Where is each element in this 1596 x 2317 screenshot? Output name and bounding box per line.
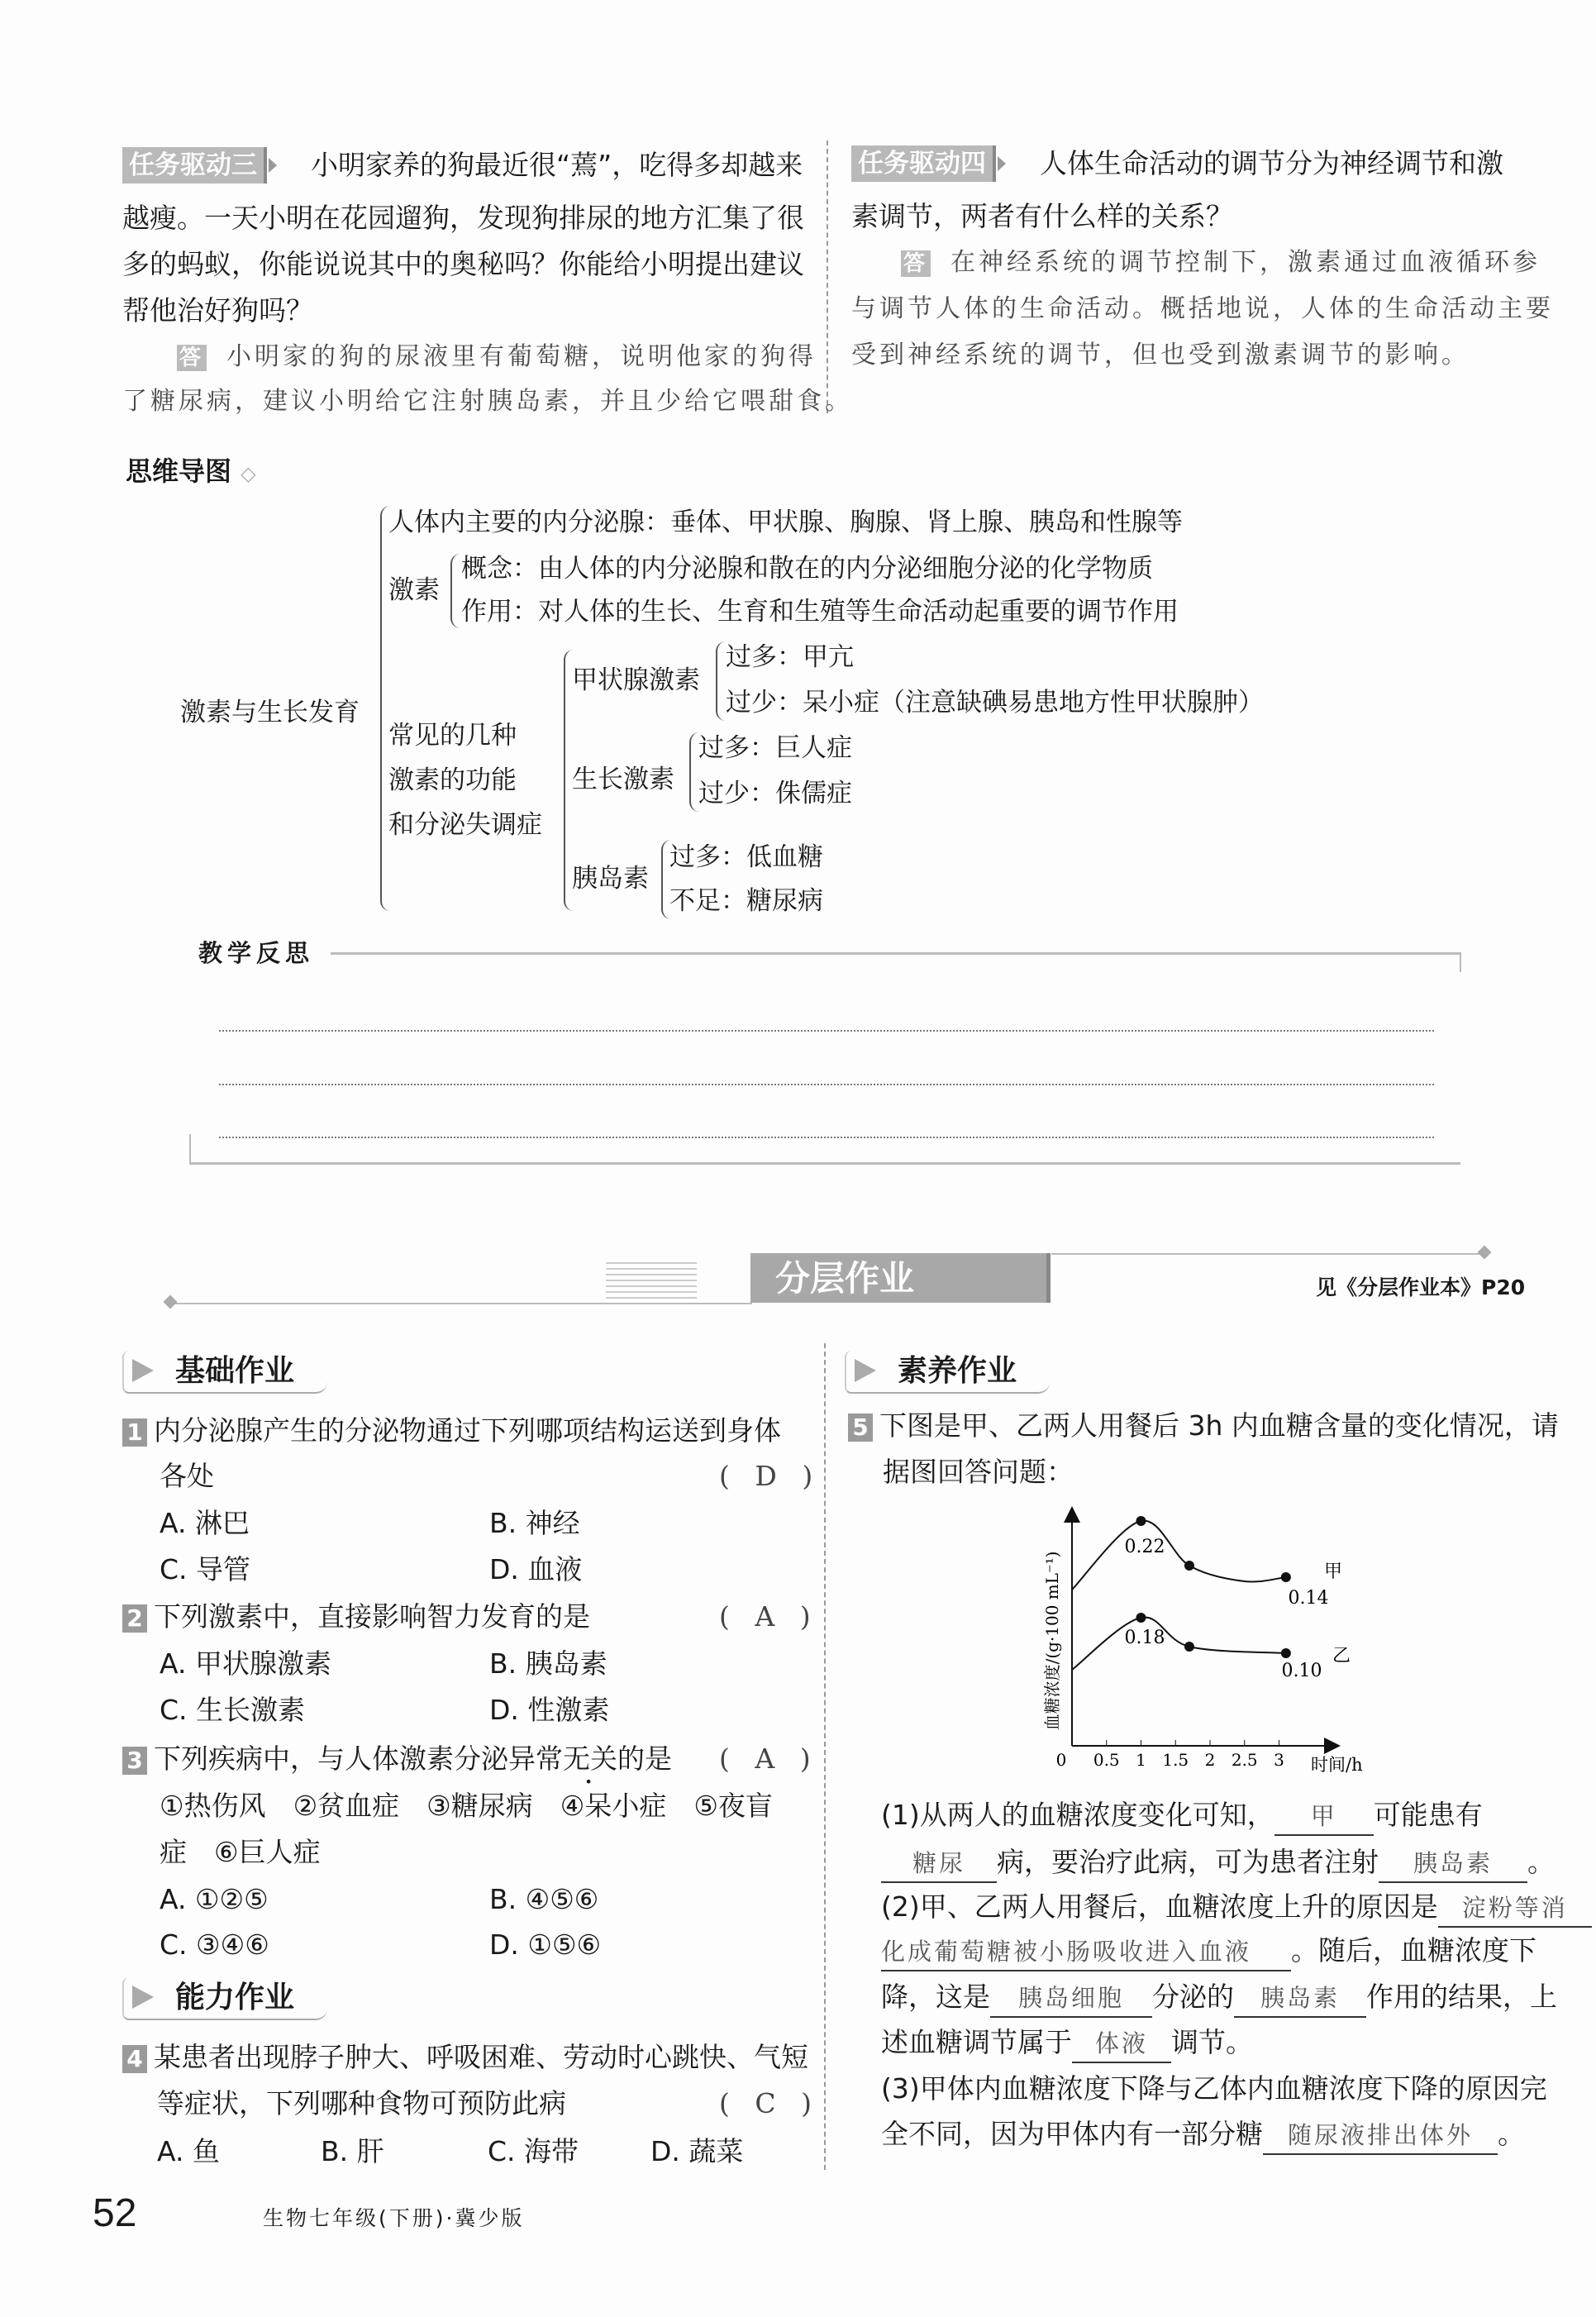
- task3-answer-line: 了糖尿病，建议小明给它注射胰岛素，并且少给它喂甜食。: [122, 387, 853, 416]
- answer-text: 在神经系统的调节控制下，激素通过血液循环参: [950, 248, 1541, 277]
- q3-option: C. ③④⑥: [160, 1928, 269, 1961]
- diamond-icon: [1478, 1246, 1492, 1260]
- text: 调节。: [1171, 2026, 1253, 2058]
- task3-question-line: 小明家养的狗最近很“蔫”，吃得多却越来: [311, 149, 803, 181]
- answer-blank: 体液: [1072, 2025, 1171, 2063]
- answer-blank: 随尿液排出体外: [1263, 2117, 1498, 2155]
- section-title: 基础作业: [175, 1354, 295, 1388]
- data-point: [1136, 1613, 1146, 1623]
- q5-part2-line: [881, 2024, 1253, 2063]
- text: 。: [1527, 1846, 1555, 1878]
- q3-answer: ( A ): [719, 1743, 819, 1775]
- banner-title: 分层作业: [775, 1258, 915, 1299]
- arrow-icon: [132, 1359, 154, 1382]
- q1-option: A. 淋巴: [160, 1507, 250, 1539]
- q4-line: 等症状，下列哪种食物可预防此病: [157, 2087, 566, 2119]
- data-point: [1184, 1561, 1194, 1571]
- mindmap-common: 常见的几种: [388, 721, 517, 751]
- mindmap-function: 作用：对人体的生长、生育和生殖等生命活动起重要的调节作用: [461, 597, 1179, 627]
- q5-part1-line: [881, 1844, 1555, 1883]
- task3-question-line: 越瘦。一天小明在花园遛狗，发现狗排尿的地方汇集了很: [122, 202, 804, 234]
- text: 。: [1498, 2118, 1525, 2150]
- text: 降，这是: [881, 1981, 990, 2013]
- arrow-icon: [132, 1986, 154, 2009]
- task4-badge: 任务驱动四: [851, 145, 996, 182]
- q3-option: D. ①⑤⑥: [489, 1928, 602, 1961]
- q2-answer: ( A ): [719, 1600, 819, 1633]
- q3-option: A. ①②⑤: [160, 1883, 269, 1915]
- answer-blank: 胰岛细胞: [990, 1980, 1152, 2018]
- book-title: 生物七年级(下册)·冀少版: [263, 2206, 525, 2230]
- task3-question-line: 帮他治好狗吗？: [122, 294, 313, 327]
- q1-answer: ( D ): [719, 1460, 822, 1492]
- q4-option: A. 鱼: [157, 2135, 220, 2167]
- mindmap-thyroid-less: 过少：呆小症（注意缺碘易患地方性甲状腺肿）: [726, 688, 1264, 718]
- column-divider-top: [827, 141, 828, 413]
- question-text: 的是: [617, 1743, 672, 1775]
- question-text: 下列激素中，直接影响智力发育的是: [154, 1600, 590, 1633]
- question-text: 下列疾病中，与人体激素分泌异常: [154, 1743, 563, 1775]
- reflection-title: 教学反思: [198, 939, 315, 967]
- mindmap-glands: 人体内主要的内分泌腺：垂体、甲状腺、胸腺、肾上腺、胰岛和性腺等: [388, 508, 1183, 537]
- text: 述血糖调节属于: [881, 2026, 1072, 2058]
- question-number: 5: [848, 1414, 873, 1442]
- text: (1)从两人的血糖浓度变化可知，: [881, 1799, 1274, 1831]
- series-line-乙: [1072, 1618, 1286, 1670]
- q5-part2-line: [881, 1933, 1536, 1971]
- section-basic-header: [122, 1351, 327, 1394]
- data-label: 0.10: [1281, 1661, 1322, 1681]
- q5-part2-line: [881, 1979, 1557, 2018]
- answer-blank: 胰岛素: [1379, 1845, 1527, 1883]
- task3-answer-line: [177, 339, 817, 375]
- mindmap-common: 和分泌失调症: [388, 810, 542, 840]
- answer-letter: A: [755, 1743, 784, 1775]
- question-text: 下图是甲、乙两人用餐后 3h 内血糖含量的变化情况，请: [879, 1409, 1559, 1442]
- task3-badge: 任务驱动三: [122, 147, 267, 184]
- mindmap-growth-less: 过少：侏儒症: [698, 779, 852, 808]
- q3-option: B. ④⑤⑥: [489, 1883, 599, 1915]
- q5-part2-line: [881, 1889, 1592, 1928]
- x-tick-label: 2.5: [1231, 1750, 1258, 1770]
- mindmap-insulin-more: 过多：低血糖: [669, 842, 823, 872]
- homework-reference: 见《分层作业本》P20: [1316, 1275, 1526, 1299]
- data-label: 0.18: [1124, 1628, 1165, 1648]
- answer-blank: 糖尿: [881, 1845, 997, 1883]
- q4-option: C. 海带: [488, 2135, 579, 2167]
- diamond-icon: [164, 1295, 178, 1309]
- question-number: 2: [122, 1604, 147, 1633]
- mindmap-concept: 概念：由人体的内分泌腺和散在的内分泌细胞分泌的化学物质: [461, 554, 1153, 584]
- answer-letter: A: [755, 1600, 784, 1633]
- emphasis-text: 无关: [563, 1743, 617, 1775]
- question-text: 某患者出现脖子肿大、呼吸困难、劳动时心跳快、气短: [154, 2041, 808, 2073]
- q2-option: D. 性激素: [489, 1694, 610, 1726]
- section-literacy-header: [845, 1351, 1050, 1394]
- question-number: 3: [122, 1747, 147, 1775]
- q3-items: ①热伤风 ②贫血症 ③糖尿病 ④呆小症 ⑤夜盲: [160, 1790, 773, 1822]
- arrow-icon: [855, 1359, 876, 1382]
- answer-blank: 胰岛素: [1234, 1980, 1366, 2018]
- reflection-line: [219, 1030, 1434, 1032]
- text: 。随后，血糖浓度下: [1291, 1934, 1536, 1967]
- task4-question-line: 人体生命活动的调节分为神经调节和激: [1040, 147, 1503, 179]
- reflection-left-tick: [189, 1134, 191, 1163]
- q1-line: 各处: [160, 1460, 214, 1492]
- mindmap-title-text: 思维导图: [126, 455, 232, 487]
- brace-hormone: [450, 554, 460, 628]
- series-name-label: 甲: [1324, 1561, 1343, 1582]
- q5-part1-line: [881, 1797, 1483, 1836]
- task4-question-line: 素调节，两者有什么样的关系？: [851, 200, 1233, 232]
- text: (2)甲、乙两人用餐后，血糖浓度上升的原因是: [881, 1890, 1438, 1923]
- answer-blank: 化成葡萄糖被小肠吸收进入血液: [881, 1933, 1291, 1971]
- answer-mark: 答: [901, 250, 931, 277]
- text: 全不同，因为甲体内有一部分糖: [881, 2118, 1263, 2150]
- page-number: 52: [93, 2191, 137, 2235]
- mindmap-insulin: 胰岛素: [572, 864, 649, 894]
- answer-letter: C: [755, 2087, 784, 2119]
- data-point: [1184, 1642, 1194, 1652]
- mindmap-growth: 生长激素: [572, 765, 674, 794]
- x-tick-label: 2: [1204, 1750, 1216, 1770]
- q3-items: 症 ⑥巨人症: [160, 1836, 321, 1868]
- q1-option: B. 神经: [489, 1507, 580, 1539]
- section-title: 素养作业: [898, 1354, 1017, 1388]
- q2-option: C. 生长激素: [160, 1694, 306, 1726]
- reflection-top-line: [331, 952, 1460, 955]
- q1-line: [122, 1413, 781, 1449]
- column-divider-bottom: [824, 1343, 826, 2170]
- answer-text: 小明家的狗的尿液里有葡萄糖，说明他家的狗得: [226, 342, 817, 371]
- mindmap-root: 激素与生长发育: [180, 698, 360, 727]
- series-line-甲: [1072, 1521, 1286, 1590]
- y-axis-label: 血糖浓度/(g·100 mL⁻¹): [1042, 1551, 1062, 1731]
- x-tick-label: 0.5: [1093, 1750, 1120, 1770]
- section-title: 能力作业: [175, 1981, 295, 2014]
- reflection-line: [219, 1084, 1434, 1085]
- section-ability-header: [122, 1977, 327, 2020]
- text: 病，要治疗此病，可为患者注射: [997, 1846, 1379, 1878]
- diamond-icon: ◇: [241, 462, 256, 485]
- q5-part3-line: [881, 2116, 1525, 2155]
- brace-thyroid: [716, 641, 726, 721]
- q4-answer: ( C ): [719, 2087, 820, 2119]
- x-tick-label: 3: [1274, 1750, 1284, 1770]
- mindmap-thyroid: 甲状腺激素: [572, 665, 700, 695]
- reflection-right-tick: [1460, 952, 1461, 972]
- q2-option: B. 胰岛素: [489, 1647, 607, 1680]
- x-tick-label: 1.5: [1162, 1750, 1189, 1770]
- question-number: 1: [122, 1418, 147, 1447]
- x-tick-label: 1: [1136, 1750, 1146, 1770]
- mindmap-common: 激素的功能: [388, 765, 517, 795]
- mindmap-thyroid-more: 过多：甲亢: [726, 642, 854, 672]
- task4-answer-line: 受到神经系统的调节，但也受到激素调节的影响。: [851, 341, 1470, 369]
- blood-sugar-chart: [1025, 1488, 1389, 1785]
- data-point: [1281, 1648, 1291, 1658]
- text: 可能患有: [1373, 1799, 1483, 1831]
- task4-answer-line: [901, 245, 1541, 281]
- q3-line: [122, 1741, 672, 1777]
- mindmap-title: [126, 453, 256, 492]
- data-point: [1136, 1516, 1146, 1526]
- question-text: 内分泌腺产生的分泌物通过下列哪项结构运送到身体: [154, 1414, 781, 1447]
- text: 分泌的: [1152, 1981, 1234, 2013]
- q4-line: [122, 2039, 808, 2076]
- x-axis-label: 时间/h: [1311, 1755, 1363, 1775]
- question-number: 4: [122, 2045, 147, 2073]
- q4-option: D. 蔬菜: [650, 2135, 744, 2167]
- brace-root: [380, 506, 390, 911]
- banner-right-line: [1051, 1253, 1481, 1255]
- q1-option: C. 导管: [160, 1553, 251, 1585]
- task4-answer-line: 与调节人体的生命活动。概括地说，人体的生命活动主要: [851, 294, 1554, 323]
- answer-letter: D: [755, 1460, 785, 1492]
- answer-mark: 答: [177, 345, 207, 371]
- answer-blank: 甲: [1274, 1798, 1374, 1836]
- q5-line: [848, 1408, 1559, 1444]
- x-tick-label: 0: [1055, 1750, 1067, 1770]
- reflection-line: [219, 1137, 1434, 1138]
- data-label: 0.14: [1288, 1588, 1329, 1609]
- q1-option: D. 血液: [489, 1553, 583, 1585]
- text: 作用的结果，上: [1366, 1981, 1557, 2013]
- data-point: [1281, 1572, 1291, 1582]
- q4-option: B. 肝: [321, 2135, 384, 2167]
- series-name-label: 乙: [1332, 1646, 1351, 1666]
- q5-line: 据图回答问题：: [883, 1456, 1074, 1488]
- reflection-bottom-line: [189, 1162, 1460, 1165]
- data-label: 0.22: [1124, 1537, 1165, 1557]
- mindmap-hormone: 激素: [388, 575, 440, 605]
- q2-line: [122, 1599, 590, 1635]
- q2-option: A. 甲状腺激素: [160, 1647, 331, 1680]
- banner-stripes: [606, 1258, 697, 1301]
- banner-left-line: [174, 1303, 752, 1304]
- task3-question-line: 多的蚂蚁，你能说说其中的奥秘吗？你能给小明提出建议: [122, 248, 804, 280]
- answer-blank: 淀粉等消: [1438, 1890, 1592, 1928]
- mindmap-insulin-less: 不足：糖尿病: [669, 886, 823, 916]
- q5-part3-line: (3)甲体内血糖浓度下降与乙体内血糖浓度下降的原因完: [881, 2072, 1547, 2105]
- mindmap-growth-more: 过多：巨人症: [698, 733, 852, 763]
